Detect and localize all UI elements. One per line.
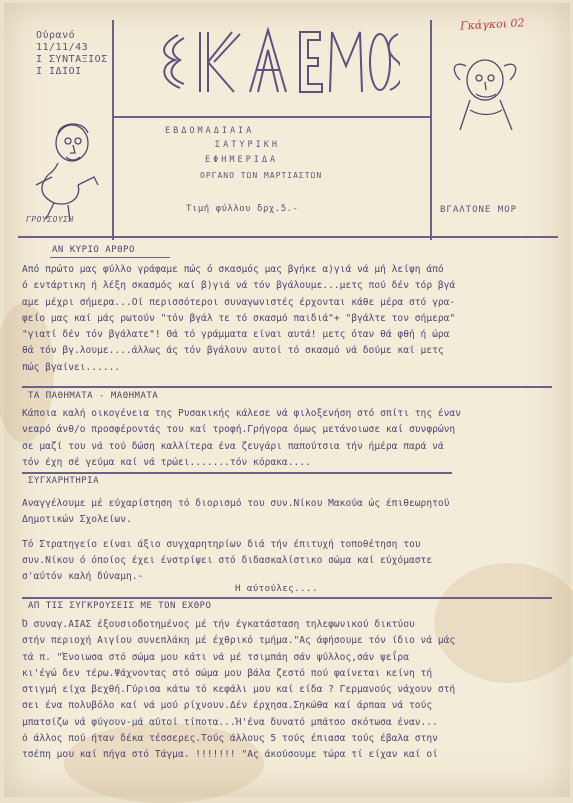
red-stamp: Γκάγκοι 02 — [459, 16, 525, 33]
text-line: κι'έγώ δεν τέρω.Ψάχνοντας στό σώμα μου βάλα ζεστό πού φαίνεται κείνη τή — [22, 667, 433, 679]
section-title-aftoules: Η αύτούλες.... — [235, 584, 318, 594]
text-line: στήν περιοχή Αιγίου συνεπλάκη μέ έχθρικό τμήμα."Ας άφήσουμε τόν ίδιο νά μάς — [22, 635, 456, 647]
text-line: σει ένα πολυβόλο καί νά μού ρίχνουν.Δέν έρχησα.Σηκώθα καί άρπαα νά τούς — [22, 700, 433, 712]
issue-date: 11/11/43 — [36, 42, 89, 53]
section-underline — [50, 257, 170, 258]
text-line: πώς βγαίνει...... — [22, 361, 121, 373]
text-line: αμε μέχρι σήμερα...Οί περισσότεροι συναγωνιστές έρχονται κάθε μέρα στό γρα- — [22, 296, 456, 308]
issue-editor: Ι ΣΥΝΤΑΞΙΟΣ — [36, 54, 108, 65]
text-line: τά π. "Ένοιωσα στό σώμα μου κάτι νά μέ τσιμπάη σάν ψύλλος,σάν ψεΐρα — [22, 651, 409, 663]
caricature-right — [440, 50, 530, 144]
section-divider — [22, 472, 452, 474]
header-rule — [112, 116, 432, 118]
section-body-editorial — [22, 262, 560, 376]
section-title-clashes: ΑΠ ΤΙΣ ΣΥΓΚΡΟΥΣΕΙΣ ΜΕ ΤΟΝ ΕΧΘΡΟ — [28, 601, 212, 611]
text-line: ό εντάρτικη ή λέξη σκασμός καί β)γιά νά τόν βγάλουμε...μετς πού δέν τόρ βγά — [22, 280, 456, 292]
text-line: μπατσίζω νά φύγουν-μά αύτοί τίποτα...Ή'ένα δυνατό μπάτσο σκότωσα έναν... — [22, 716, 438, 728]
text-line: ό άλλος πού ήταν δέκα τέσσερες.Τούς άλλους 5 τούς έπιασα τούς έβαλα στην — [22, 733, 438, 745]
caricature-drawing — [18, 115, 108, 225]
issue-owner: Ι ΙΔΙΟΙ — [36, 66, 82, 77]
caricature-left — [18, 115, 108, 229]
text-line: Αναγγέλουμε μέ εύχαρίστηση τό διορισμό του συν.Νίκου Μακούα ώς έπιθεωρητοϋ — [22, 498, 450, 509]
caricature-drawing — [440, 50, 530, 140]
issue-info — [36, 30, 108, 78]
text-line: Ό συναγ.ΑΙΑΣ έξουσιοδοτημένος μέ τήν έγκατάσταση τηλεφωνικού δικτύου — [22, 619, 415, 630]
text-line: σε μαζί του νά τού δώση καλλίτερα ένα ζευγάρι παπούτσια τήν ήμέρα παρά νά — [22, 440, 444, 452]
header-rule — [112, 20, 114, 240]
subtitle-line-3: ΕΦΗΜΕΡΙΔΑ — [205, 155, 279, 165]
section-body-clashes — [22, 617, 560, 764]
masthead-title — [150, 20, 400, 100]
subtitle-line-2: ΣΑΤΥΡΙΚΗ — [215, 140, 280, 150]
issue-place: Οὐρανό — [36, 30, 76, 41]
section-title-congrats: ΣΥΓΧΑΡΗΤΗΡΙΑ — [28, 476, 100, 486]
caricature-caption: ΓΡΟΥΣΟΥΣΗ — [26, 215, 74, 224]
subtitle-line-4: ΟΡΓΑΝΟ ΤΩΝ ΜΑΡΤΙΑΣΤΩΝ — [200, 171, 323, 180]
text-line: σ'αύτόν καλή δύναμη.- — [22, 571, 144, 583]
text-line: τσέπη μου καί πήγα στό Τάγμα. !!!!!!! "Ας άκούσουμε τώρα τί είχαν καί οί — [22, 749, 438, 761]
text-line — [22, 529, 560, 537]
section-title-editorial: ΑΝ ΚΥΡΙΟ ΑΡΘΡΟ — [52, 245, 135, 255]
text-line: "γιατί δέν τόν βγάλατε"! Θά τό γράμματα είναι αυτά! μετς όταν θά φθή ή ώρα — [22, 329, 450, 341]
section-body-lessons — [22, 406, 560, 471]
text-line: Από πρώτο μας φύλλο γράφαμε πώς ό σκασμός μας βγήκε α)γιά νά μή λείψη άπό — [22, 264, 444, 275]
text-line: νεαρό άνθ/ο προσφέροντάς του καί τροφή.Γρήγορα όμως μετάνοιωσε καί συνφρώνη — [22, 424, 456, 436]
subtitle-line-1: ΕΒΔΟΜΑΔΙΑΙΑ — [165, 126, 255, 136]
section-divider — [22, 597, 552, 599]
section-title-lessons: ΤΑ ΠΑΘΗΜΑΤΑ - ΜΑΘΗΜΑΤΑ — [28, 391, 159, 401]
text-line: τόν έχη σέ γεύμα καί νά τρώει.......τόν κόρακα.... — [22, 456, 311, 468]
header-rule — [430, 20, 432, 240]
text-line: Κάποια καλή οικογένεια της Ρυσακικής κάλεσε νά φιλοξενήση στό σπίτι της έναν — [22, 408, 461, 419]
section-divider — [22, 386, 552, 388]
price-label: Τιμή φύλλου δρχ.5.- — [186, 204, 299, 214]
text-line: συν.Νίκου ό όποίος έχει ένστρίψει στό διδασκαλίστικο σώμα καί εύχόμαστε — [22, 554, 433, 566]
signature-text: ΒΓΑΛΤΟΝΕ ΜΟΡ — [440, 205, 518, 215]
masthead-logo — [150, 20, 400, 100]
text-line: Δημοτικών Σχολείων. — [22, 514, 132, 526]
header-bottom-rule — [18, 236, 558, 238]
text-line: φείο μας καί μάς ρωτούν "τόν βγάλ τε τό σκασμό παιδιά"+ "βγάλτε τον σήμερα" — [22, 312, 456, 324]
section-body-congrats — [22, 496, 560, 585]
text-line: θά τόν βγ.λουμε....άλλως άς τόν βγάλουν αυτοί τό σκασμό νά δούμε καί μετς — [22, 345, 444, 357]
text-line: στιγμή είχα βεχθή.Γύρισα κάτω τό κεφάλι μου καί είδα ? Γερμανούς νάχουν στή — [22, 684, 456, 696]
text-line: Τό Στρατηγείο είναι άξιο συγχαρητηρίων διά τήν έπιτυχή τοποθέτηση του — [22, 538, 421, 550]
